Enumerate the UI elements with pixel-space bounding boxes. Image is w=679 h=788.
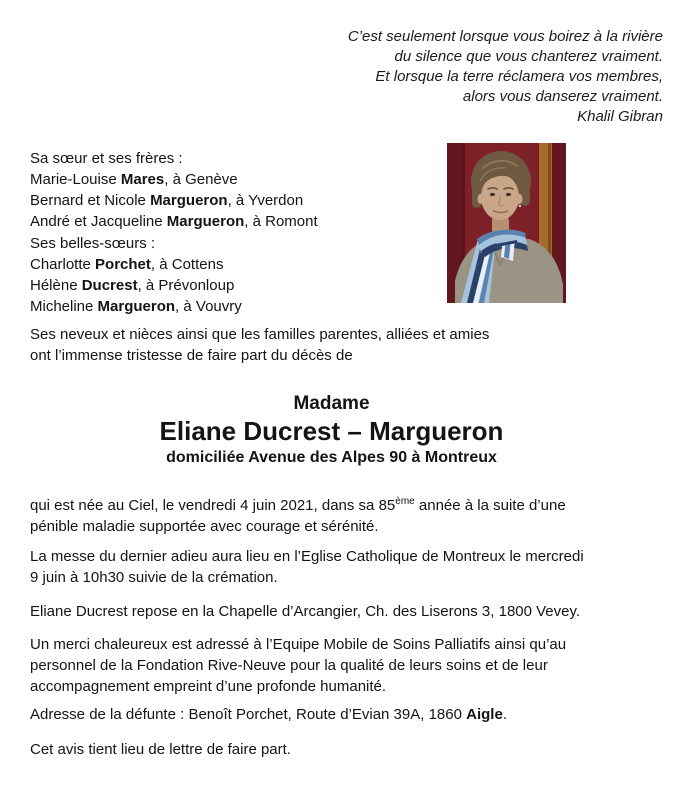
family-surname: Mares <box>120 171 165 188</box>
family-member-line: Micheline Margueron, à Vouvry <box>30 298 242 315</box>
siblings-section <box>30 148 318 232</box>
quote-line: Et lorsque la terre réclamera vos membres, <box>375 68 663 85</box>
deceased-name: Eliane Ducrest – Margueron <box>159 416 504 446</box>
mass-paragraph: La messe du dernier adieu aura lieu en l’Eglise Catholique de Montreux le mercredi 9 juin à 10h30 suivie de la crémation. <box>30 548 584 586</box>
thanks-paragraph: Un merci chaleureux est adressé à l’Equipe Mobile de Soins Palliatifs ainsi qu’au personnel de la Fondation Rive-Neuve pour la qualité de leurs soins et de leur accompagnement empreint d’une profonde humanité. <box>30 636 567 695</box>
repose-paragraph: Eliane Ducrest repose en la Chapelle d’Arcangier, Ch. des Liserons 3, 1800 Vevey. <box>30 603 581 620</box>
quote-line: du silence que vous chanterez vraiment. <box>394 48 663 65</box>
family-member-line: Marie-Louise Mares, à Genève <box>30 171 238 188</box>
address-city: Aigle <box>466 706 503 723</box>
family-member-line: Hélène Ducrest, à Prévonloup <box>30 277 235 294</box>
quote-line: alors vous danserez vraiment. <box>462 88 663 105</box>
death-paragraph: qui est née au Ciel, le vendredi 4 juin 2021, dans sa 85ème année à la suite d’une pénible maladie supportée avec courage et sérénité. <box>30 496 566 535</box>
family-surname: Ducrest <box>81 277 138 294</box>
address-paragraph: Adresse de la défunte : Benoît Porchet, Route d’Evian 39A, 1860 Aigle. <box>30 706 507 723</box>
closing-paragraph: Cet avis tient lieu de lettre de faire part. <box>30 741 291 758</box>
deceased-honorific: Madame <box>293 393 370 414</box>
siblings-header: Sa sœur et ses frères : <box>30 150 183 167</box>
sisters-in-law-section <box>30 233 242 317</box>
family-member-line: Charlotte Porchet, à Cottens <box>30 256 224 273</box>
quote-author: Khalil Gibran <box>577 108 663 125</box>
family-surname: Margueron <box>166 213 245 230</box>
quote-block <box>348 27 663 127</box>
ordinal-superscript: ème <box>395 496 415 507</box>
family-surname: Porchet <box>95 256 151 273</box>
family-surname: Margueron <box>97 298 176 315</box>
deceased-residence: domiciliée Avenue des Alpes 90 à Montreux <box>166 449 497 466</box>
quote-line: C’est seulement lorsque vous boirez à la rivière <box>347 28 663 45</box>
portrait-photo-illustration <box>447 143 566 303</box>
deceased-title-block <box>30 392 633 469</box>
family-member-line: André et Jacqueline Margueron, à Romont <box>30 213 318 230</box>
family-surname: Margueron <box>150 192 228 209</box>
family-member-line: Bernard et Nicole Margueron, à Yverdon <box>30 192 304 209</box>
relatives-announcement: Ses neveux et nièces ainsi que les familles parentes, alliées et amies ont l’immense tristesse de faire part du décès de <box>30 326 490 364</box>
portrait-photo <box>447 143 566 303</box>
sisters-in-law-header: Ses belles-sœurs : <box>30 235 156 252</box>
